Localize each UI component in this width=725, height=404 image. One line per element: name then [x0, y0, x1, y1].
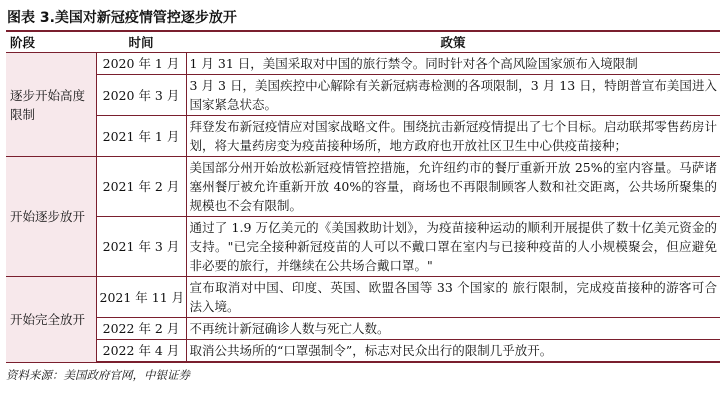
policy-table	[6, 32, 720, 363]
table-row	[6, 340, 720, 363]
time-cell: 2021 年 11 月	[96, 277, 186, 318]
header-stage: 阶段	[6, 32, 96, 53]
stage-cell: 开始逐步放开	[6, 157, 96, 277]
table-row	[6, 75, 720, 116]
time-cell: 2020 年 3 月	[96, 75, 186, 116]
table-row	[6, 217, 720, 277]
header-time: 时间	[96, 32, 186, 53]
time-cell: 2022 年 4 月	[96, 340, 186, 363]
time-cell: 2022 年 2 月	[96, 318, 186, 340]
figure-title: 图表 3.美国对新冠疫情管控逐步放开	[6, 4, 720, 32]
header-policy: 政策	[186, 32, 720, 53]
policy-cell: 通过了 1.9 万亿美元的《美国救助计划》，为疫苗接种运动的顺利开展提供了数十亿美元资金的支持。"已完全接种新冠疫苗的人可以不戴口罩在室内与已接种疫苗的人小规模聚会，但应避免非必要的旅行，并继续在公共场合戴口罩。"	[186, 217, 720, 277]
policy-cell: 1 月 31 日，美国采取对中国的旅行禁令。同时针对各个高风险国家颁布入境限制	[186, 53, 720, 75]
policy-cell: 宣布取消对中国、印度、英国、欧盟各国等 33 个国家的 旅行限制，完成疫苗接种的游客可合法入境。	[186, 277, 720, 318]
table-header-row	[6, 32, 720, 53]
policy-cell: 不再统计新冠确诊人数与死亡人数。	[186, 318, 720, 340]
policy-cell: 美国部分州开始放松新冠疫情管控措施，允许纽约市的餐厅重新开放 25%的室内容量。马萨诸塞州餐厅被允许重新开放 40%的容量，商场也不再限制顾客人数和社交距离，公共场所聚集的规模也不会有限制。	[186, 157, 720, 217]
time-cell: 2021 年 2 月	[96, 157, 186, 217]
table-row	[6, 277, 720, 318]
policy-cell: 取消公共场所的“口罩强制令”，标志对民众出行的限制几乎放开。	[186, 340, 720, 363]
policy-cell: 拜登发布新冠疫情应对国家战略文件。围绕抗击新冠疫情提出了七个目标。启动联邦零售药房计划，将大量药房变为疫苗接种场所，地方政府也开放社区卫生中心供疫苗接种；	[186, 116, 720, 157]
table-row	[6, 157, 720, 217]
time-cell: 2021 年 3 月	[96, 217, 186, 277]
table-row	[6, 318, 720, 340]
table-row	[6, 53, 720, 75]
stage-cell: 开始完全放开	[6, 277, 96, 363]
policy-cell: 3 月 3 日，美国疾控中心解除有关新冠病毒检测的各项限制，3 月 13 日，特朗普宣布美国进入国家紧急状态。	[186, 75, 720, 116]
stage-cell: 逐步开始高度限制	[6, 53, 96, 157]
source-note: 资料来源：美国政府官网，中银证券	[6, 368, 190, 382]
figure-container	[6, 4, 720, 383]
time-cell: 2021 年 1 月	[96, 116, 186, 157]
time-cell: 2020 年 1 月	[96, 53, 186, 75]
table-row	[6, 116, 720, 157]
